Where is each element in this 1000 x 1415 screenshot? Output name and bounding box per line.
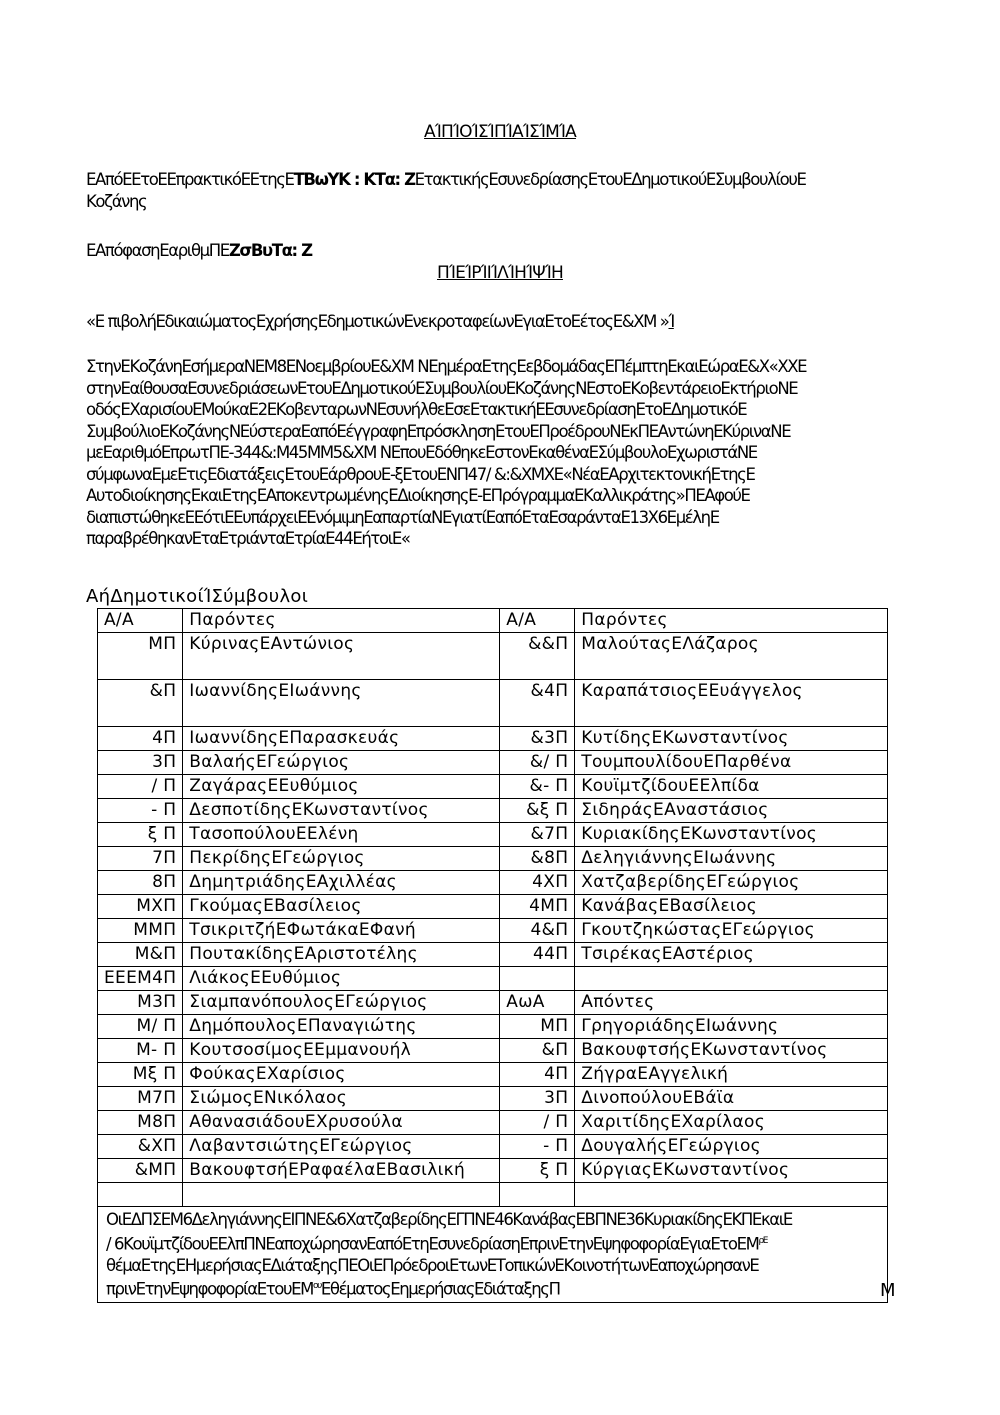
table-row (98, 1015, 888, 1039)
subject-text: «Ε πιβολήΕδικαιώματοςΕχρήσηςΕδημοτικώνΕνεκροταφείωνΕγιαΕτοΕέτοςΕ&ΧΜ » (86, 312, 669, 331)
body-line: ΣυμβούλιοΕΚοζάνηςΝΕύστεραΕαπόΕέγγραφηΕπρόσκλησηΕτουΕΠροέδρουΝΕκΠΕΑντώνηΕΚύριναΝΕ (86, 421, 791, 441)
right-name: ΧαριτίδηςΕΧαρίλαος (575, 1111, 888, 1135)
left-number: Μ&Π (98, 943, 183, 967)
note-line: ΟιΕΔΠΣΕΜ6ΔεληγιάννηςΕΙΠΝΕ&6ΧατζαβερίδηςΕΓΠΝΕ46ΚανάβαςΕΒΠΝΕ36ΚυριακίδηςΕΚΠΕκαιΕ (106, 1210, 792, 1229)
note-line: θέμαΕτηςΕΗμερήσιαςΕΔιάταξηςΠΕΟιΕΠρόεδροιΕτωνΕΤοπικώνΕΚοινοτήτωνΕαποχώρησανΕ (106, 1255, 759, 1275)
left-number: Μξ Π (98, 1063, 183, 1087)
left-name: ΔημόπουλοςΕΠαναγιώτης (183, 1015, 500, 1039)
right-name: ΜαλούταςΕΛάζαρος (575, 633, 888, 680)
table-row (98, 1135, 888, 1159)
left-number: Μ/ Π (98, 1015, 183, 1039)
right-number: &8Π (500, 847, 575, 871)
left-number: Μ- Π (98, 1039, 183, 1063)
excerpt-suffix: ΕτακτικήςΕσυνεδρίασηςΕτουΕΔημοτικούΕΣυμβουλίουΕ (414, 170, 806, 189)
left-name: ΠουτακίδηςΕΑριστοτέλης (183, 943, 500, 967)
table-row (98, 919, 888, 943)
table-row (98, 895, 888, 919)
header-left-number: Α/Α (98, 609, 183, 633)
left-name: ΣιώμοςΕΝικόλαος (183, 1087, 500, 1111)
note-line: πρινΕτηνΕψηφοφορίαΕτουΕΜ$^{o\upsilon}$ΕθέματοςΕημερήσιαςΕδιάταξηςΠ (106, 1279, 560, 1299)
left-number: Μ7Π (98, 1087, 183, 1111)
table-row (98, 967, 888, 991)
right-number: 44Π (500, 943, 575, 967)
table-row (98, 1087, 888, 1111)
right-name: ΒακουφτσήςΕΚωνσταντίνος (575, 1039, 888, 1063)
right-name: ΓκουτζηκώσταςΕΓεώργιος (575, 919, 888, 943)
decision-number: ΖσΒυΤα: Ζ (228, 241, 312, 260)
left-number: ΕΕΕΜ4Π (98, 967, 183, 991)
body-line: στηνΕαίθουσαΕσυνεδριάσεωνΕτουΕΔημοτικούΕΣυμβουλίουΕΚοζάνηςΝΕστοΕΚοβεντάρειοΕκτήριοΝΕ (86, 378, 798, 398)
superscript: ου (312, 1281, 321, 1291)
left-number: Μ3Π (98, 991, 183, 1015)
body-line: ΑυτοδιοίκησηςΕκαιΕτηςΕΑποκεντρωμένηςΕΔιοίκησηςΕ-ΕΠρόγραμμαΕΚαλλικράτης»ΠΕΑφούΕ (86, 486, 750, 505)
left-name: ΚουτσοσίμοςΕΕμμανουήλ (183, 1039, 500, 1063)
body-line: οδόςΕΧαρισίουΕΜούκαΕ2ΕΚοβενταρωνΝΕσυνήλθεΕσεΕτακτικήΕΕσυνεδρίασηΕτοΕΔημοτικόΕ (86, 400, 747, 419)
right-number: / Π (500, 1111, 575, 1135)
right-name (575, 967, 888, 991)
table-row (98, 991, 888, 1015)
right-number: &- Π (500, 775, 575, 799)
left-number: / Π (98, 775, 183, 799)
right-number: &ξ Π (500, 799, 575, 823)
header-right-name: Παρόντες (575, 609, 888, 633)
excerpt-prefix: ΕΑπόΕΕτοΕΕπρακτικόΕΕτηςΕ (86, 170, 294, 189)
table-header-row (98, 609, 888, 633)
right-name: ΤσιρέκαςΕΑστέριος (575, 943, 888, 967)
right-number: 4Π (500, 1063, 575, 1087)
right-number: 3Π (500, 1087, 575, 1111)
left-name: ΙωαννίδηςΕΙωάννης (183, 680, 500, 727)
body-line: διαπιστώθηκεΕΕότιΕΕυπάρχειΕΕνόμιμηΕαπαρτίαΝΕγιατίΕαπόΕταΕσαράνταΕ13Χ6ΕμέληΕ (86, 507, 719, 527)
note-cell (98, 1207, 888, 1303)
body-line: μεΕαριθμόΕπρωτΠΕ-344&:Μ45ΜΜ5&ΧΜ ΝΕπουΕδόθηκεΕστονΕκαθέναΕΣύμβουλοΕχωριστάΝΕ (86, 443, 757, 462)
left-number: 7Π (98, 847, 183, 871)
right-number: &&Π (500, 633, 575, 680)
left-number (98, 1183, 183, 1207)
table-row (98, 1111, 888, 1135)
decision-number-line (86, 241, 312, 260)
decision-prefix: ΕΑπόφασηΕαριθμΠΕ (86, 241, 229, 260)
right-number: &Π (500, 1039, 575, 1063)
body-line: ΣτηνΕΚοζάνηΕσήμεραΝΕΜ8ΕΝοεμβρίουΕ&ΧΜ ΝΕημέραΕτηςΕεβδομάδαςΕΠέμπτηΕκαιΕώραΕ&Χ«ΧΧΕ (86, 357, 807, 376)
session-number: ΤΒωΥΚ : ΚΤα: Ζ (293, 170, 415, 189)
left-name: ΙωαννίδηςΕΠαρασκευάς (183, 727, 500, 751)
right-name: ΚαραπάτσιοςΕΕυάγγελος (575, 680, 888, 727)
left-name: ΔημητριάδηςΕΑχιλλέας (183, 871, 500, 895)
right-number: ξ Π (500, 1159, 575, 1183)
table-row (98, 1063, 888, 1087)
table-row (98, 871, 888, 895)
section-label: ΑήΔημοτικοίΊΣύμβουλοι (86, 586, 309, 607)
table-row (98, 847, 888, 871)
subject-mark: Ί (668, 312, 674, 331)
table-row (98, 823, 888, 847)
left-name: ΠεκρίδηςΕΓεώργιος (183, 847, 500, 871)
right-number: 4ΜΠ (500, 895, 575, 919)
left-name: ΔεσποτίδηςΕΚωνσταντίνος (183, 799, 500, 823)
left-name: ΣιαμπανόπουλοςΕΓεώργιος (183, 991, 500, 1015)
subject-heading: ΠΊΕΊΡΊΙΊΛΊΗΊΨΊΗ (437, 263, 563, 283)
right-number: 4&Π (500, 919, 575, 943)
right-name: ΚανάβαςΕΒασίλειος (575, 895, 888, 919)
right-name (575, 1183, 888, 1207)
left-name: ΛιάκοςΕΕυθύμιος (183, 967, 500, 991)
right-name: ΚουϊμτζίδουΕΕλπίδα (575, 775, 888, 799)
superscript: ρΕ (758, 1235, 768, 1246)
left-name: ΑθανασιάδουΕΧρυσούλα (183, 1111, 500, 1135)
left-name: ΚύριναςΕΑντώνιος (183, 633, 500, 680)
note-line: / 6ΚουϊμτζίδουΕΕλπΠΝΕαποχώρησανΕαπόΕτηΕσυνεδρίασηΕπρινΕτηνΕψηφοφορίαΕγιαΕτοΕΜ$^{\rho E}$ (106, 1234, 768, 1253)
attendance-table (97, 608, 888, 1303)
left-name: ΖαγάραςΕΕυθύμιος (183, 775, 500, 799)
right-name: ΚυριακίδηςΕΚωνσταντίνος (575, 823, 888, 847)
left-number: ΜΧΠ (98, 895, 183, 919)
left-name: ΓκούμαςΕΒασίλειος (183, 895, 500, 919)
right-number: ΑωΑ (500, 991, 575, 1015)
left-number: 8Π (98, 871, 183, 895)
left-name: ΤασοπούλουΕΕλένη (183, 823, 500, 847)
right-name: ΖήγραΕΑγγελική (575, 1063, 888, 1087)
table-row (98, 775, 888, 799)
document-title: ΑΊΠΊΟΊΣΊΠΊΑΊΣΊΜΊΑ (424, 122, 576, 142)
left-name: ΛαβαντσιώτηςΕΓεώργιος (183, 1135, 500, 1159)
table-row (98, 1183, 888, 1207)
note-row (98, 1207, 888, 1303)
right-name: ΚύργιαςΕΚωνσταντίνος (575, 1159, 888, 1183)
left-number: ξ Π (98, 823, 183, 847)
table-row (98, 1159, 888, 1183)
right-name: ΚυτίδηςΕΚωνσταντίνος (575, 727, 888, 751)
right-name: ΧατζαβερίδηςΕΓεώργιος (575, 871, 888, 895)
left-name: ΒακουφτσήΕΡαφαέλαΕΒασιλική (183, 1159, 500, 1183)
table-row (98, 633, 888, 680)
right-number (500, 967, 575, 991)
left-name: ΤσικριτζήΕΦωτάκαΕΦανή (183, 919, 500, 943)
right-name: ΣιδηράςΕΑναστάσιος (575, 799, 888, 823)
left-number: Μ8Π (98, 1111, 183, 1135)
right-number: &/ Π (500, 751, 575, 775)
left-number: ΜΜΠ (98, 919, 183, 943)
table-row (98, 1039, 888, 1063)
page-number: Μ (880, 1280, 896, 1301)
table-row (98, 751, 888, 775)
subject-line (86, 312, 674, 331)
right-name: ΔινοπούλουΕΒάϊα (575, 1087, 888, 1111)
left-number: ΜΠ (98, 633, 183, 680)
right-name: ΔουγαλήςΕΓεώργιος (575, 1135, 888, 1159)
table-row (98, 943, 888, 967)
right-number (500, 1183, 575, 1207)
table-row (98, 799, 888, 823)
right-name: ΔεληγιάννηςΕΙωάννης (575, 847, 888, 871)
body-line: παραβρέθηκανΕταΕτριάνταΕτρίαΕ44ΕήτοιΕ« (86, 529, 410, 548)
right-number: ΜΠ (500, 1015, 575, 1039)
right-number: &4Π (500, 680, 575, 727)
table-row (98, 727, 888, 751)
right-name: Απόντες (575, 991, 888, 1015)
header-left-name: Παρόντες (183, 609, 500, 633)
excerpt-line (86, 170, 806, 189)
header-right-number: Α/Α (500, 609, 575, 633)
left-name: ΒαλαήςΕΓεώργιος (183, 751, 500, 775)
table-row (98, 680, 888, 727)
right-number: - Π (500, 1135, 575, 1159)
left-number: &ΜΠ (98, 1159, 183, 1183)
right-name: ΤουμπουλίδουΕΠαρθένα (575, 751, 888, 775)
body-line: σύμφωναΕμεΕτιςΕδιατάξειςΕτουΕάρθρουΕ-ξΕτουΕΝΠ47/ &:&ΧΜΧΕ«ΝέαΕΑρχιτεκτονικήΕτηςΕ (86, 464, 755, 484)
left-name: ΦούκαςΕΧαρίσιος (183, 1063, 500, 1087)
body-paragraph (86, 356, 916, 550)
left-number: &ΧΠ (98, 1135, 183, 1159)
excerpt-line-2: Κοζάνης (86, 192, 147, 211)
left-name (183, 1183, 500, 1207)
right-number: &7Π (500, 823, 575, 847)
right-number: &3Π (500, 727, 575, 751)
left-number: 3Π (98, 751, 183, 775)
left-number: &Π (98, 680, 183, 727)
left-number: - Π (98, 799, 183, 823)
right-number: 4ΧΠ (500, 871, 575, 895)
right-name: ΓρηγοριάδηςΕΙωάννης (575, 1015, 888, 1039)
left-number: 4Π (98, 727, 183, 751)
